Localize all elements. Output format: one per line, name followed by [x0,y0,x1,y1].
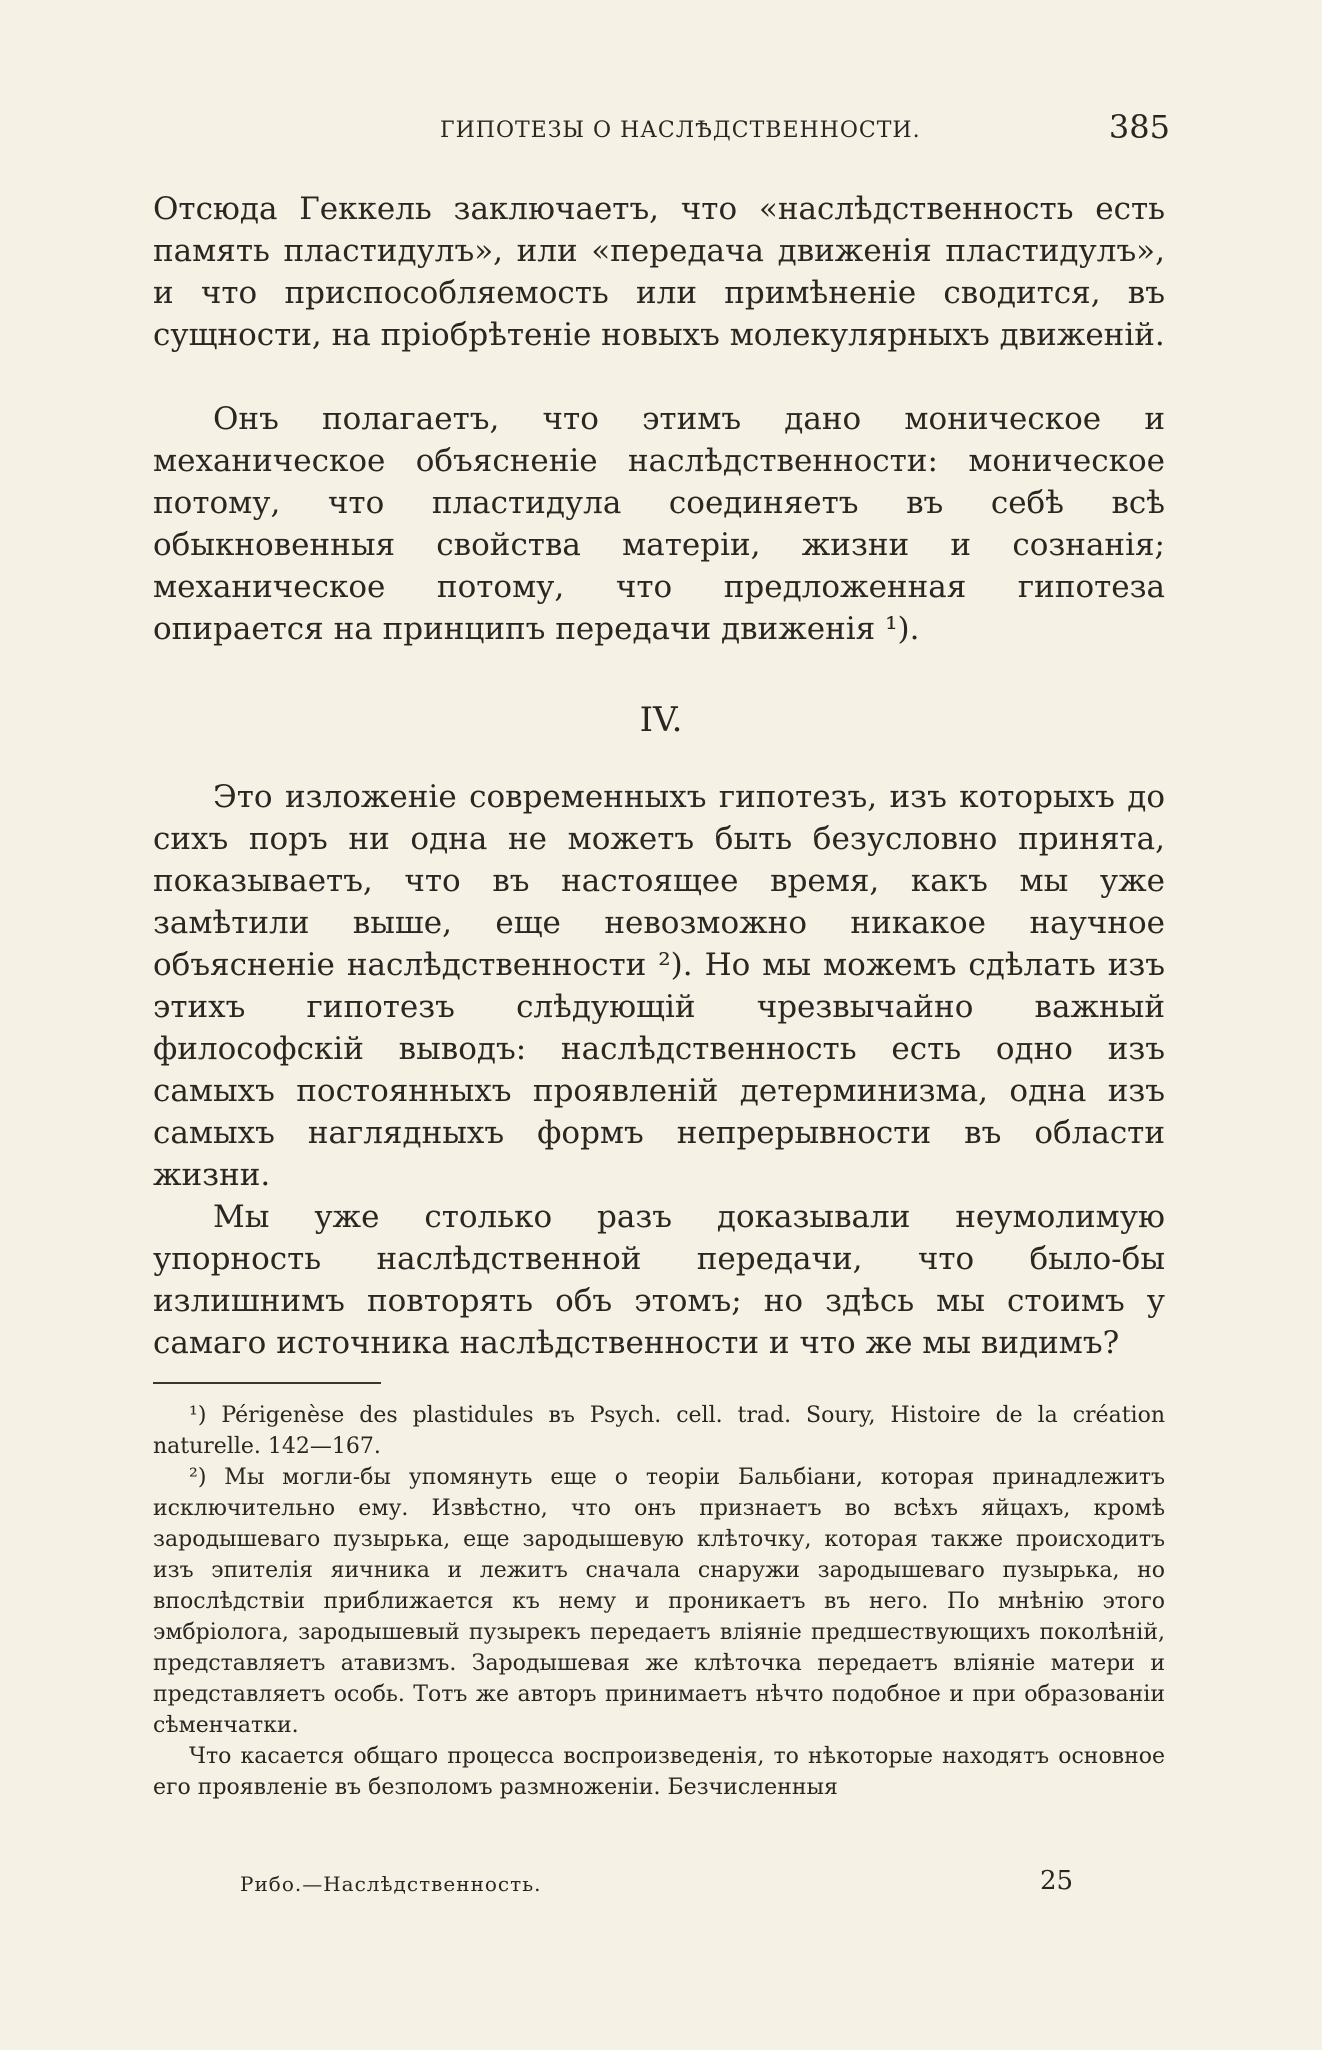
footnote-1: ¹) Périgenèse des plastidules въ Psych. cell. trad. Soury, Histoire de la création naturelle. 142—167. [153,1403,1165,1459]
paragraph-2 [153,398,1165,650]
paragraph-text: Отсюда Геккель заключаетъ, что «наслѣдственность есть память пластидулъ», или «передача движенія пластидулъ», и что приспособляемость или примѣненіе сводится, въ сущности, на пріобрѣтеніе новыхъ молекулярныхъ движеній. [153,191,1165,353]
footnote-2-continued: Что касается общаго процесса воспроизведенія, то нѣкоторые находятъ основное его проявленіе въ безполомъ размноженіи. Безчисленныя [153,1744,1165,1800]
running-head-title: ГИПОТЕЗЫ О НАСЛѢДСТВЕННОСТИ. [440,118,921,143]
footnote-divider [153,1382,381,1384]
page-number: 385 [1108,108,1170,146]
signature-mark: 25 [1040,1866,1074,1896]
paragraph-text: Это изложеніе современныхъ гипотезъ, изъ которыхъ до сихъ поръ ни одна не можетъ быть безусловно принята, показываетъ, что въ настоящее время, какъ мы уже замѣтили выше, еще невозможно никакое научное объясненіе наслѣдственности ²). Но мы можемъ сдѣлать изъ этихъ гипотезъ слѣдующій чрезвычайно важный философскій выводъ: наслѣдственность есть одно изъ самыхъ постоянныхъ проявленій детерминизма, одна изъ самыхъ наглядныхъ формъ непрерывности въ области жизни. [153,779,1165,1193]
footnotes [153,1400,1165,1803]
footnote-2: ²) Мы могли-бы упомянуть еще о теоріи Бальбіани, которая принадлежитъ исключительно ему. Извѣстно, что онъ признаетъ во всѣхъ яйцахъ, кромѣ зародышеваго пузырька, еще зародышевую клѣточку, которая также происходитъ изъ эпителія яичника и лежитъ сначала снаружи зародышеваго пузырька, но впослѣдствіи приближается къ нему и проникаетъ въ него. По мнѣнію этого эмбріолога, зародышевый пузырекъ передаетъ вліяніе предшествующихъ поколѣній, представляетъ атавизмъ. Зародышевая же клѣточка передаетъ вліяніе матери и представляетъ особь. Тотъ же авторъ принимаетъ нѣчто подобное и при образованіи сѣменчатки. [153,1465,1165,1738]
paragraph-text: Мы уже столько разъ доказывали неумолимую упорность наслѣдственной передачи, что было-бы излишнимъ повторять объ этомъ; но здѣсь мы стоимъ у самаго источника наслѣдственности и что же мы видимъ? [153,1199,1165,1361]
paragraph-3 [153,776,1165,1196]
paragraph-1 [153,188,1165,356]
page-footer [240,1866,1080,1906]
running-head [150,108,1170,158]
section-heading: IV. [639,700,683,740]
signature-line: Рибо.—Наслѣдственность. [240,1872,542,1896]
paragraph-text: Онъ полагаетъ, что этимъ дано моническое и механическое объясненіе наслѣдственности: моническое потому, что пластидула соединяетъ въ себѣ всѣ обыкновенныя свойства матеріи, жизни и сознанія; механическое потому, что предложенная гипотеза опирается на принципъ передачи движенія ¹). [153,401,1165,647]
paragraph-4 [153,1196,1165,1364]
